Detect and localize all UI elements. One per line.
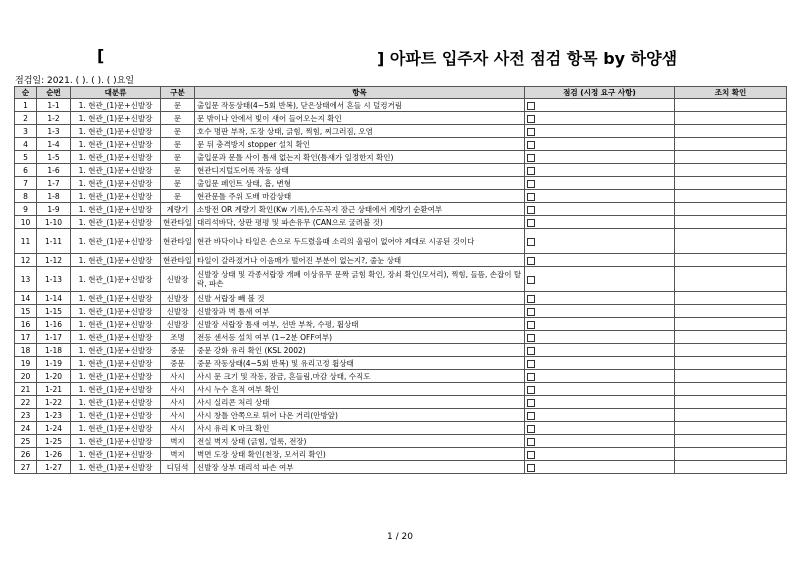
row-type: 문 [161, 125, 195, 138]
row-number: 18 [15, 344, 37, 357]
row-inspection-cell[interactable] [525, 190, 675, 203]
row-code: 1-21 [37, 383, 71, 396]
row-item: 출입문 페인트 상태, 흠, 변형 [195, 177, 525, 190]
row-inspection-cell[interactable] [525, 396, 675, 409]
row-action-cell[interactable] [675, 190, 787, 203]
row-number: 25 [15, 435, 37, 448]
row-inspection-cell[interactable] [525, 357, 675, 370]
row-inspection-cell[interactable] [525, 318, 675, 331]
checkbox-icon[interactable] [527, 102, 535, 110]
row-action-cell[interactable] [675, 112, 787, 125]
row-code: 1-22 [37, 396, 71, 409]
col-header-action: 조치 확인 [675, 87, 787, 99]
row-type: 현관타일 [161, 229, 195, 254]
table-row [15, 422, 787, 435]
row-action-cell[interactable] [675, 448, 787, 461]
row-type: 문 [161, 177, 195, 190]
row-action-cell[interactable] [675, 331, 787, 344]
table-row [15, 190, 787, 203]
row-number: 9 [15, 203, 37, 216]
row-category: 1. 현관_(1)문+신발장 [71, 422, 161, 435]
row-action-cell[interactable] [675, 216, 787, 229]
row-number: 12 [15, 254, 37, 267]
page-title: ] 아파트 입주자 사전 점검 항목 by 하양샘 [377, 49, 678, 68]
table-row [15, 99, 787, 112]
row-category: 1. 현관_(1)문+신발장 [71, 125, 161, 138]
row-item: 중문 작동상태(4~5회 반복) 및 유리고정 휨상태 [195, 357, 525, 370]
row-action-cell[interactable] [675, 138, 787, 151]
checkbox-icon[interactable] [527, 347, 535, 355]
row-number: 2 [15, 112, 37, 125]
row-type: 사시 [161, 370, 195, 383]
row-type: 문 [161, 138, 195, 151]
row-type: 디딤석 [161, 461, 195, 474]
row-action-cell[interactable] [675, 305, 787, 318]
row-category: 1. 현관_(1)문+신발장 [71, 164, 161, 177]
row-category: 1. 현관_(1)문+신발장 [71, 229, 161, 254]
checkbox-icon[interactable] [527, 295, 535, 303]
row-item: 사시 창틀 안쪽으로 튀어 나온 거리(안방앞) [195, 409, 525, 422]
table-row [15, 164, 787, 177]
row-action-cell[interactable] [675, 164, 787, 177]
row-type: 사시 [161, 422, 195, 435]
row-category: 1. 현관_(1)문+신발장 [71, 435, 161, 448]
table-row [15, 357, 787, 370]
row-action-cell[interactable] [675, 357, 787, 370]
row-inspection-cell[interactable] [525, 344, 675, 357]
row-item: 신발장 상부 대리석 파손 여부 [195, 461, 525, 474]
col-header-inspection: 점검 (시정 요구 사항) [525, 87, 675, 99]
row-type: 신발장 [161, 318, 195, 331]
row-code: 1-8 [37, 190, 71, 203]
row-action-cell[interactable] [675, 203, 787, 216]
table-row [15, 203, 787, 216]
table-row [15, 396, 787, 409]
row-category: 1. 현관_(1)문+신발장 [71, 138, 161, 151]
row-category: 1. 현관_(1)문+신발장 [71, 216, 161, 229]
row-action-cell[interactable] [675, 409, 787, 422]
row-type: 문 [161, 164, 195, 177]
row-category: 1. 현관_(1)문+신발장 [71, 99, 161, 112]
row-item: 현관디지털도어록 작동 상태 [195, 164, 525, 177]
row-code: 1-13 [37, 267, 71, 292]
row-type: 신발장 [161, 292, 195, 305]
row-action-cell[interactable] [675, 292, 787, 305]
row-inspection-cell[interactable] [525, 422, 675, 435]
row-item: 호수 명판 부착, 도장 상태, 긁힘, 찍힘, 찌그러짐, 오염 [195, 125, 525, 138]
row-category: 1. 현관_(1)문+신발장 [71, 383, 161, 396]
row-category: 1. 현관_(1)문+신발장 [71, 112, 161, 125]
checkbox-icon[interactable] [527, 167, 535, 175]
row-category: 1. 현관_(1)문+신발장 [71, 409, 161, 422]
row-code: 1-11 [37, 229, 71, 254]
checkbox-icon[interactable] [527, 399, 535, 407]
row-action-cell[interactable] [675, 396, 787, 409]
row-inspection-cell[interactable] [525, 216, 675, 229]
table-row [15, 254, 787, 267]
row-code: 1-2 [37, 112, 71, 125]
row-action-cell[interactable] [675, 99, 787, 112]
col-header-item: 항목 [195, 87, 525, 99]
row-action-cell[interactable] [675, 254, 787, 267]
row-code: 1-14 [37, 292, 71, 305]
row-type: 현관타일 [161, 254, 195, 267]
row-item: 현관 바닥이나 타일은 손으로 두드렸을때 소리의 울림이 없어야 제대로 시공된 것이다 [195, 229, 525, 254]
table-row [15, 138, 787, 151]
checkbox-icon[interactable] [527, 334, 535, 342]
row-item: 벽면 도장 상태 확인(천장, 모서리 확인) [195, 448, 525, 461]
row-inspection-cell[interactable] [525, 331, 675, 344]
checkbox-icon[interactable] [527, 115, 535, 123]
row-type: 현관타일 [161, 216, 195, 229]
table-row [15, 435, 787, 448]
row-type: 중문 [161, 344, 195, 357]
row-type: 문 [161, 151, 195, 164]
row-type: 사시 [161, 396, 195, 409]
row-item: 신발 서랍장 빼 볼 것 [195, 292, 525, 305]
row-item: 전등 센서등 설치 여부 (1~2분 OFF여부) [195, 331, 525, 344]
row-inspection-cell[interactable] [525, 461, 675, 474]
row-code: 1-12 [37, 254, 71, 267]
row-code: 1-18 [37, 344, 71, 357]
row-number: 14 [15, 292, 37, 305]
row-code: 1-6 [37, 164, 71, 177]
row-category: 1. 현관_(1)문+신발장 [71, 357, 161, 370]
row-action-cell[interactable] [675, 370, 787, 383]
row-type: 문 [161, 112, 195, 125]
row-item: 사시 유리 K 마크 확인 [195, 422, 525, 435]
row-type: 벽지 [161, 435, 195, 448]
row-code: 1-26 [37, 448, 71, 461]
checkbox-icon[interactable] [527, 180, 535, 188]
table-row [15, 461, 787, 474]
row-code: 1-4 [37, 138, 71, 151]
row-type: 사시 [161, 409, 195, 422]
table-row [15, 448, 787, 461]
row-item: 문 뒤 충격방지 stopper 설치 확인 [195, 138, 525, 151]
row-inspection-cell[interactable] [525, 267, 675, 292]
row-inspection-cell[interactable] [525, 383, 675, 396]
row-category: 1. 현관_(1)문+신발장 [71, 448, 161, 461]
row-number: 23 [15, 409, 37, 422]
row-category: 1. 현관_(1)문+신발장 [71, 318, 161, 331]
table-row [15, 216, 787, 229]
table-row [15, 409, 787, 422]
row-item: 사시 실리콘 처리 상태 [195, 396, 525, 409]
col-header-type: 구분 [161, 87, 195, 99]
row-item: 타일이 갈라졌거나 이음매가 떨어진 부분이 없는지?, 줄눈 상태 [195, 254, 525, 267]
row-inspection-cell[interactable] [525, 112, 675, 125]
row-action-cell[interactable] [675, 435, 787, 448]
row-number: 17 [15, 331, 37, 344]
row-inspection-cell[interactable] [525, 151, 675, 164]
row-action-cell[interactable] [675, 422, 787, 435]
row-category: 1. 현관_(1)문+신발장 [71, 461, 161, 474]
row-action-cell[interactable] [675, 318, 787, 331]
row-number: 24 [15, 422, 37, 435]
row-number: 19 [15, 357, 37, 370]
row-action-cell[interactable] [675, 125, 787, 138]
row-category: 1. 현관_(1)문+신발장 [71, 396, 161, 409]
col-header-code: 순번 [37, 87, 71, 99]
row-code: 1-27 [37, 461, 71, 474]
col-header-no: 순 [15, 87, 37, 99]
table-row [15, 383, 787, 396]
row-inspection-cell[interactable] [525, 305, 675, 318]
table-row [15, 151, 787, 164]
row-inspection-cell[interactable] [525, 125, 675, 138]
row-code: 1-16 [37, 318, 71, 331]
row-code: 1-7 [37, 177, 71, 190]
checkbox-icon[interactable] [527, 276, 535, 284]
table-row [15, 370, 787, 383]
checkbox-icon[interactable] [527, 386, 535, 394]
row-item: 출입문 작동상태(4~5회 반복), 닫은상태에서 흔들 시 덜컹거림 [195, 99, 525, 112]
row-type: 문 [161, 190, 195, 203]
table-header-row [15, 87, 787, 99]
row-category: 1. 현관_(1)문+신발장 [71, 254, 161, 267]
table-row [15, 292, 787, 305]
row-item: 사시 문 크기 및 작동, 잠금, 흔들림,마감 상태, 수직도 [195, 370, 525, 383]
row-code: 1-9 [37, 203, 71, 216]
checkbox-icon[interactable] [527, 128, 535, 136]
row-category: 1. 현관_(1)문+신발장 [71, 344, 161, 357]
checkbox-icon[interactable] [527, 464, 535, 472]
checkbox-icon[interactable] [527, 438, 535, 446]
row-code: 1-19 [37, 357, 71, 370]
checkbox-icon[interactable] [527, 425, 535, 433]
row-item: 신발장 서랍장 틈새 여부, 선반 부착, 수평, 휨상태 [195, 318, 525, 331]
row-type: 사시 [161, 383, 195, 396]
row-item: 사시 누수 흔적 여부 확인 [195, 383, 525, 396]
checkbox-icon[interactable] [527, 321, 535, 329]
row-action-cell[interactable] [675, 177, 787, 190]
table-row [15, 112, 787, 125]
row-category: 1. 현관_(1)문+신발장 [71, 190, 161, 203]
row-inspection-cell[interactable] [525, 370, 675, 383]
row-number: 10 [15, 216, 37, 229]
row-category: 1. 현관_(1)문+신발장 [71, 292, 161, 305]
row-number: 27 [15, 461, 37, 474]
checkbox-icon[interactable] [527, 308, 535, 316]
checkbox-icon[interactable] [527, 141, 535, 149]
row-category: 1. 현관_(1)문+신발장 [71, 151, 161, 164]
row-number: 11 [15, 229, 37, 254]
row-inspection-cell[interactable] [525, 448, 675, 461]
checkbox-icon[interactable] [527, 193, 535, 201]
row-number: 22 [15, 396, 37, 409]
row-code: 1-10 [37, 216, 71, 229]
row-item: 소방전 OR 계량기 확인(Kw 기록),수도꼭지 잠근 상태에서 계량기 순환여부 [195, 203, 525, 216]
row-category: 1. 현관_(1)문+신발장 [71, 203, 161, 216]
row-number: 26 [15, 448, 37, 461]
row-category: 1. 현관_(1)문+신발장 [71, 370, 161, 383]
checkbox-icon[interactable] [527, 219, 535, 227]
row-number: 21 [15, 383, 37, 396]
checkbox-icon[interactable] [527, 154, 535, 162]
row-number: 13 [15, 267, 37, 292]
table-row [15, 344, 787, 357]
row-action-cell[interactable] [675, 151, 787, 164]
row-action-cell[interactable] [675, 267, 787, 292]
table-row [15, 177, 787, 190]
row-item: 신발장 상태 및 각종서랍장 개폐 이상유무 문짝 긁힘 확인, 장쇠 확인(모서리), 찍힘, 들뜸, 손잡이 탈락, 파손 [195, 267, 525, 292]
row-type: 계량기 [161, 203, 195, 216]
row-type: 중문 [161, 357, 195, 370]
table-row [15, 305, 787, 318]
table-row [15, 229, 787, 254]
col-header-category: 대분류 [71, 87, 161, 99]
row-item: 출입문과 문틀 사이 틈새 없는지 확인(틈새가 일정한지 확인) [195, 151, 525, 164]
table-row [15, 125, 787, 138]
row-code: 1-20 [37, 370, 71, 383]
row-item: 대리석바닥, 상판 평평 및 파손유무 (CAN으로 굴려볼 것) [195, 216, 525, 229]
row-inspection-cell[interactable] [525, 164, 675, 177]
row-action-cell[interactable] [675, 229, 787, 254]
row-inspection-cell[interactable] [525, 203, 675, 216]
page-number: 1 / 20 [387, 532, 413, 542]
title-bracket: [ [97, 46, 105, 65]
table-row [15, 331, 787, 344]
row-inspection-cell[interactable] [525, 435, 675, 448]
row-item: 중문 강화 유리 확인 (KSL 2002) [195, 344, 525, 357]
row-code: 1-25 [37, 435, 71, 448]
row-type: 신발장 [161, 305, 195, 318]
row-item: 신발장과 벽 틈새 여부 [195, 305, 525, 318]
row-number: 5 [15, 151, 37, 164]
row-code: 1-24 [37, 422, 71, 435]
row-type: 조명 [161, 331, 195, 344]
row-code: 1-15 [37, 305, 71, 318]
row-code: 1-5 [37, 151, 71, 164]
checkbox-icon[interactable] [527, 206, 535, 214]
row-code: 1-23 [37, 409, 71, 422]
row-number: 20 [15, 370, 37, 383]
row-type: 벽지 [161, 448, 195, 461]
row-code: 1-1 [37, 99, 71, 112]
table-row [15, 267, 787, 292]
row-number: 4 [15, 138, 37, 151]
row-item: 현관문틀 주위 도배 마감상태 [195, 190, 525, 203]
row-category: 1. 현관_(1)문+신발장 [71, 267, 161, 292]
row-action-cell[interactable] [675, 344, 787, 357]
row-inspection-cell[interactable] [525, 177, 675, 190]
row-inspection-cell[interactable] [525, 99, 675, 112]
checkbox-icon[interactable] [527, 360, 535, 368]
row-category: 1. 현관_(1)문+신발장 [71, 177, 161, 190]
checkbox-icon[interactable] [527, 451, 535, 459]
row-action-cell[interactable] [675, 383, 787, 396]
row-category: 1. 현관_(1)문+신발장 [71, 305, 161, 318]
row-inspection-cell[interactable] [525, 292, 675, 305]
checkbox-icon[interactable] [527, 373, 535, 381]
row-number: 6 [15, 164, 37, 177]
checkbox-icon[interactable] [527, 412, 535, 420]
checklist-table [14, 86, 787, 474]
row-category: 1. 현관_(1)문+신발장 [71, 331, 161, 344]
row-item: 전실 벽지 상태 (긁힘, 얼룩, 전장) [195, 435, 525, 448]
row-code: 1-17 [37, 331, 71, 344]
row-inspection-cell[interactable] [525, 229, 675, 254]
row-action-cell[interactable] [675, 461, 787, 474]
row-inspection-cell[interactable] [525, 138, 675, 151]
row-number: 3 [15, 125, 37, 138]
row-type: 문 [161, 99, 195, 112]
inspection-date: 점검일: 2021. ( ). ( ). ( )요일 [15, 76, 135, 86]
row-inspection-cell[interactable] [525, 409, 675, 422]
table-row [15, 318, 787, 331]
checkbox-icon[interactable] [527, 238, 535, 246]
row-number: 15 [15, 305, 37, 318]
row-number: 16 [15, 318, 37, 331]
checkbox-icon[interactable] [527, 257, 535, 265]
row-number: 8 [15, 190, 37, 203]
row-number: 1 [15, 99, 37, 112]
row-item: 문 밖이나 안에서 빛이 새어 들어오는지 확인 [195, 112, 525, 125]
row-code: 1-3 [37, 125, 71, 138]
row-number: 7 [15, 177, 37, 190]
row-inspection-cell[interactable] [525, 254, 675, 267]
row-type: 신발장 [161, 267, 195, 292]
